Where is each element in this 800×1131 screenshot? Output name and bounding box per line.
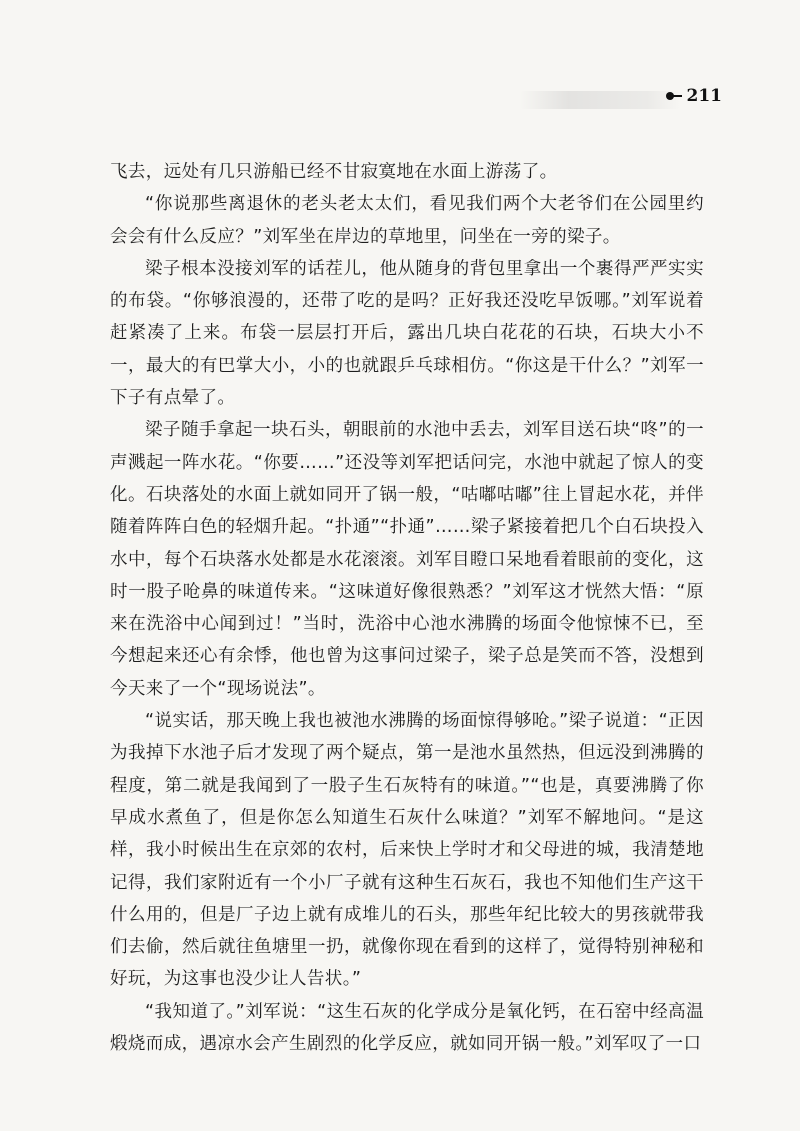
paragraph: “说实话，那天晚上我也被池水沸腾的场面惊得够呛。”梁子说道：“正因为我掉下水池子后才发现了两个疑点，第一是池水虽然热，但远没到沸腾的程度，第二就是我闻到了一股子生石灰特有的味道。”“也是，真要沸腾了你早成水煮鱼了，但是你怎么知道生石灰什么味道？”刘军不解地问。“是这样，我小时候出生在京郊的农村，后来快上学时才和父母进的城，我清楚地记得，我们家附近有一个小厂子就有这种生石灰石，我也不知他们生产这干什么用的，但是厂子边上就有成堆儿的石头，那些年纪比较大的男孩就带我们去偷，然后就往鱼塘里一扔，就像你现在看到的这样了，觉得特别神秘和好玩，为这事也没少让人告状。”	[110, 711, 704, 990]
paragraph: 飞去，远处有几只游船已经不甘寂寞地在水面上游荡了。	[110, 162, 558, 182]
paragraph: 梁子随手拿起一块石头，朝眼前的水池中丢去，刘军目送石块“咚”的一声溅起一阵水花。“你要……”还没等刘军把话问完，水池中就起了惊人的变化。石块落处的水面上就如同开了锅一般，“咕嘟咕嘟”往上冒起水花，并伴随着阵阵白色的轻烟升起。“扑通”“扑通”……梁子紧接着把几个白石块投入水中，每个石块落水处都是水花滚滚。刘军目瞪口呆地看着眼前的变化，这时一股子呛鼻的味道传来。“这味道好像很熟悉？”刘军这才恍然大悟：“原来在洗浴中心闻到过！”当时，洗浴中心池水沸腾的场面令他惊悚不已，至今想起来还心有余悸，他也曾为这事问过梁子，梁子总是笑而不答，没想到今天来了一个“现场说法”。	[110, 420, 704, 699]
paragraph: “我知道了。”刘军说：“这生石灰的化学成分是氧化钙，在石窑中经高温煅烧而成，遇凉水会产生剧烈的化学反应，就如同开锅一般。”刘军叹了一口	[110, 1001, 704, 1055]
page-marker-icon	[665, 91, 683, 101]
bleed-through-shadow	[520, 91, 680, 109]
paragraph: 梁子根本没接刘军的话茬儿，他从随身的背包里拿出一个裹得严严实实的布袋。“你够浪漫的，还带了吃的是吗？正好我还没吃早饭哪。”刘军说着赶紧凑了上来。布袋一层层打开后，露出几块白花花的石块，石块大小不一，最大的有巴掌大小，小的也就跟乒乓球相仿。“你这是干什么？”刘军一下子有点晕了。	[110, 258, 704, 409]
page-number: 211	[686, 86, 722, 106]
page-header	[665, 86, 723, 106]
paragraph: “你说那些离退休的老头老太太们，看见我们两个大老爷们在公园里约会会有什么反应？”刘军坐在岸边的草地里，问坐在一旁的梁子。	[110, 194, 704, 247]
body-text	[110, 156, 704, 1060]
